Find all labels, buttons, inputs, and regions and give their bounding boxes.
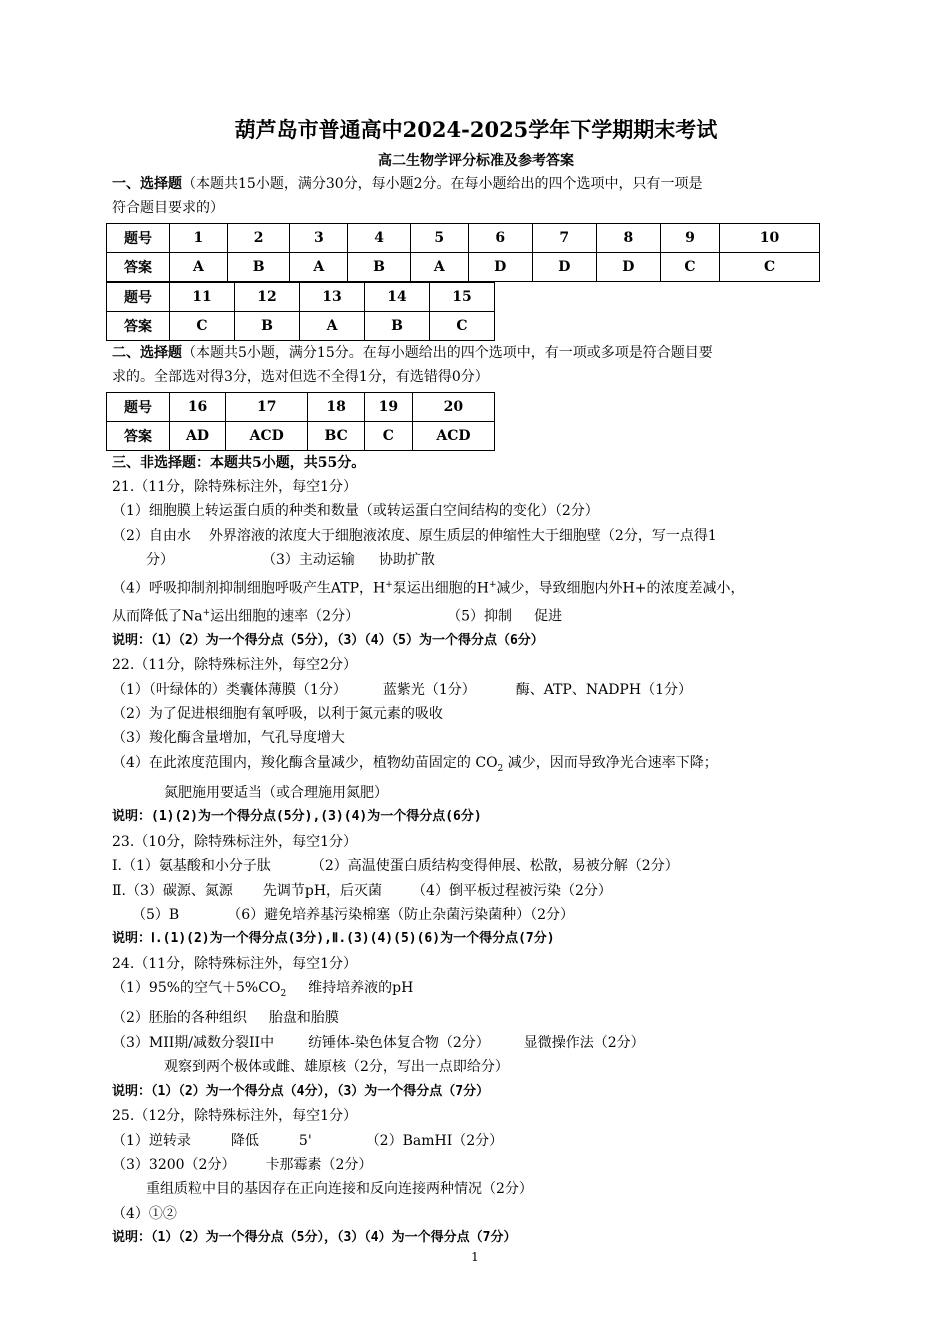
q23-line2: Ⅱ.（3）碳源、氮源 先调节pH，后灭菌 （4）倒平板过程被污染（2分） [112, 882, 612, 899]
section1-table1 [106, 223, 820, 282]
q25-line4: （4）①② [112, 1205, 177, 1222]
q22-line1: （1）（叶绿体的）类囊体薄膜（1分） 蓝紫光（1分） 酶、ATP、NADPH（1分） [112, 681, 692, 698]
q22-line3: （3）羧化酶含量增加，气孔导度增大 [112, 730, 345, 747]
q25-head: 25.（12分，除特殊标注外，每空1分） [112, 1108, 357, 1125]
q21-head: 21.（11分，除特殊标注外，每空1分） [112, 479, 357, 496]
q22-head: 22.（11分，除特殊标注外，每空2分） [112, 657, 357, 674]
section1-desc: 一、选择题（本题共15小题，满分30分，每小题2分。在每小题给出的四个选项中，只有一项是 符合题目要求的） [112, 176, 703, 217]
q25-line2: （3）3200（2分） 卡那霉素（2分） [112, 1156, 373, 1173]
q25-line1: （1）逆转录 降低 5' （2）BamHI（2分） [112, 1132, 504, 1149]
q21-line5: 从而降低了Na+运出细胞的速率（2分） （5）抑制 促进 [112, 607, 562, 625]
table-row: 题号 11 12 13 14 15 [107, 282, 495, 311]
q22-line2: （2）为了促进根细胞有氧呼吸，以利于氮元素的吸收 [112, 706, 443, 722]
q23-note: 说明：Ⅰ.(1)(2)为一个得分点(3分),Ⅱ.(3)(4)(5)(6)为一个得分点(7分) [112, 931, 555, 947]
q24-line4: 观察到两个极体或雌、雄原核（2分，写出一点即给分） [164, 1059, 509, 1076]
q21-line3: 分） （3）主动运输 协助扩散 [146, 552, 435, 569]
q21-line4: （4）呼吸抑制剂抑制细胞呼吸产生ATP，H+泵运出细胞的H+减少，导致细胞内外H+的浓度差减小， [112, 579, 745, 597]
q21-note: 说明：（1）（2）为一个得分点（5分），（3）（4）（5）为一个得分点（6分） [112, 632, 544, 648]
table-row: 题号 16 17 18 19 20 [107, 392, 495, 421]
table-row: 题号 1 2 3 4 5 6 7 8 9 10 [107, 223, 820, 252]
q24-head: 24.（11分，除特殊标注外，每空1分） [112, 955, 357, 972]
page-subtitle: 高二生物学评分标准及参考答案 [378, 153, 574, 169]
table-row: 答案 C B A B C [107, 311, 495, 340]
page-title: 葫芦岛市普通高中2024-2025学年下学期期末考试 [234, 117, 718, 142]
section1-table2 [106, 282, 495, 341]
table-row: 答案 A B A B A D D D C C [107, 252, 820, 281]
section2-desc: 二、选择题（本题共5小题，满分15分。在每小题给出的四个选项中，有一项或多项是符合题目要 求的。全部选对得3分，选对但选不全得1分，有选错得0分） [112, 344, 713, 386]
q24-line1: （1）95%的空气$+5\%CO_2$ 维持培养液的pH [112, 980, 414, 1000]
q24-line3: （3）MII期/减数分裂II中 纺锤体-染色体复合物（2分） 显微操作法（2分） [112, 1034, 645, 1051]
section1-heading: 一、选择题 [112, 176, 182, 192]
q23-line1: Ⅰ.（1）氨基酸和小分子肽 （2）高温使蛋白质结构变得伸展、松散，易被分解（2分） [112, 858, 679, 875]
q21-line2: （2）自由水 外界溶液的浓度大于细胞液浓度、原生质层的伸缩性大于细胞壁（2分，写一点得1 [112, 527, 717, 544]
q23-head: 23.（10分，除特殊标注外，每空1分） [112, 833, 357, 850]
q24-note: 说明：（1）（2）为一个得分点（4分），（3）为一个得分点（7分） [112, 1083, 490, 1099]
page-number: 1 [471, 1250, 479, 1264]
section3-heading: 三、非选择题：本题共5小题，共55分。 [112, 454, 366, 471]
answer-sheet [112, 110, 840, 1251]
q25-line3: 重组质粒中目的基因存在正向连接和反向连接两种情况（2分） [146, 1181, 533, 1198]
q22-note: 说明：(1)(2)为一个得分点(5分),(3)(4)为一个得分点(6分) [112, 809, 482, 825]
section2-heading: 二、选择题 [112, 344, 182, 361]
section2-table [106, 392, 495, 451]
q22-line5: 氮肥施用要适当（或合理施用氮肥） [164, 785, 388, 802]
q23-line3: （5）B （6）避免培养基污染棉塞（防止杂菌污染菌种）（2分） [132, 907, 575, 924]
q24-line2: （2）胚胎的各种组织 胎盘和胎膜 [112, 1010, 339, 1027]
q22-line4: （4）在此浓度范围内，羧化酶含量减少，植物幼苗固定的 $CO_2$ 减少，因而导致净光合速率下降； [112, 754, 718, 774]
table-row: 答案 AD ACD BC C ACD [107, 421, 495, 450]
q21-line1: （1）细胞膜上转运蛋白质的种类和数量（或转运蛋白空间结构的变化）（2分） [112, 503, 599, 520]
q25-note: 说明：（1）（2）为一个得分点（5分），（3）（4）为一个得分点（7分） [112, 1230, 517, 1246]
